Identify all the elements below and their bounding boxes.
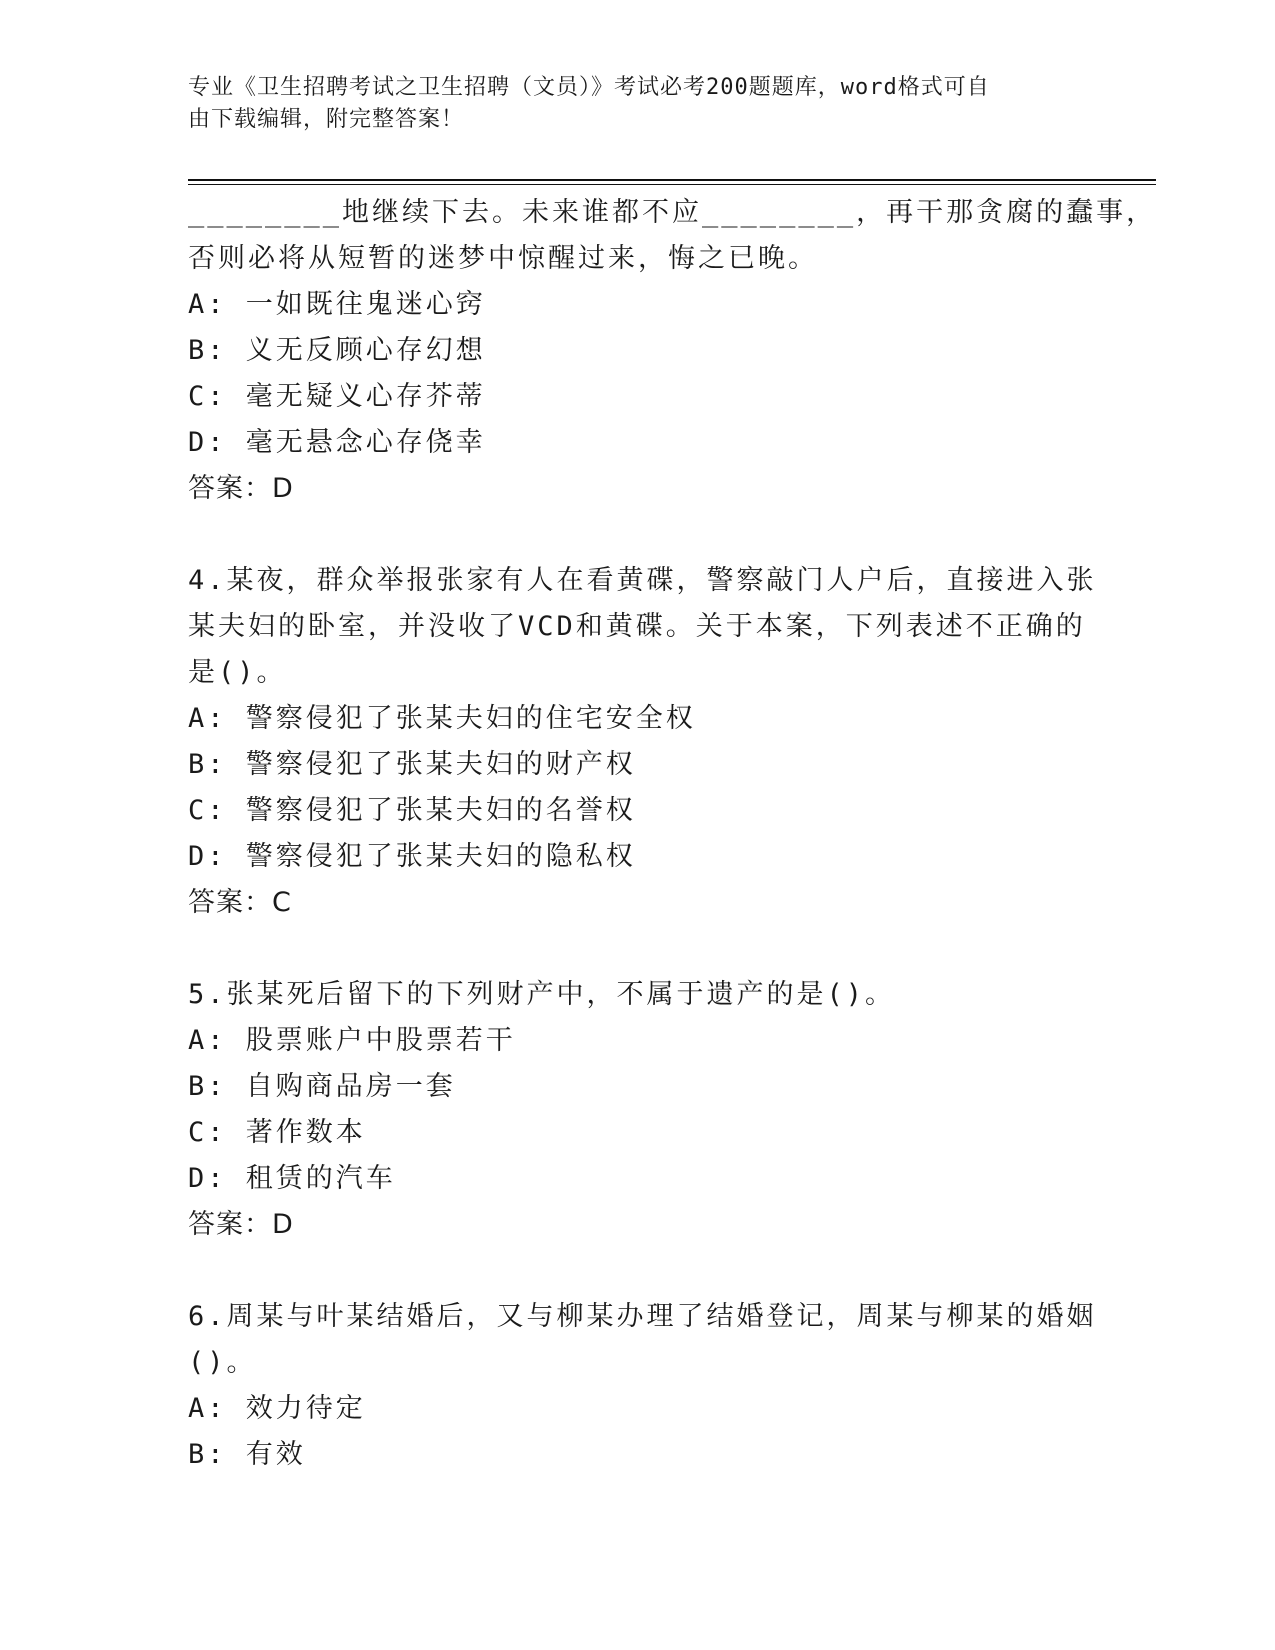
question-text-line: 是()。 <box>188 657 287 688</box>
question-text-line: ________地继续下去。未来谁都不应________，再干那贪腐的蠢事， <box>188 197 1157 228</box>
option-b: B: 义无反顾心存幻想 <box>188 335 486 366</box>
document-header <box>188 72 1068 136</box>
question-text-line: 否则必将从短暂的迷梦中惊醒过来，悔之已晚。 <box>188 243 818 274</box>
option-a: A: 一如既往鬼迷心窍 <box>188 289 486 320</box>
option-a: A: 警察侵犯了张某夫妇的住宅安全权 <box>188 703 696 734</box>
question-text-line: 4.某夜，群众举报张家有人在看黄碟，警察敲门人户后，直接进入张 <box>188 565 1097 596</box>
question-text-line: 6.周某与叶某结婚后，又与柳某办理了结婚登记，周某与柳某的婚姻 <box>188 1301 1097 1332</box>
question-text-line: 某夫妇的卧室，并没收了VCD和黄碟。关于本案，下列表述不正确的 <box>188 611 1086 642</box>
header-line-2: 由下载编辑，附完整答案！ <box>188 107 465 132</box>
header-rule-thick <box>188 179 1156 181</box>
option-a: A: 股票账户中股票若干 <box>188 1025 516 1056</box>
question-text-line: ()。 <box>188 1347 257 1378</box>
option-b: B: 自购商品房一套 <box>188 1071 456 1102</box>
option-d: D: 毫无悬念心存侥幸 <box>188 427 486 458</box>
header-line-1: 专业《卫生招聘考试之卫生招聘（文员）》考试必考200题题库，word格式可自 <box>188 75 990 100</box>
question-4 <box>188 558 1097 926</box>
question-content <box>188 190 1157 1478</box>
option-c: C: 著作数本 <box>188 1117 366 1148</box>
option-a: A: 效力待定 <box>188 1393 366 1424</box>
spacer <box>188 926 1088 972</box>
spacer <box>188 1248 1088 1294</box>
question-text-line: 5.张某死后留下的下列财产中，不属于遗产的是()。 <box>188 979 896 1010</box>
option-b: B: 警察侵犯了张某夫妇的财产权 <box>188 749 636 780</box>
option-d: D: 租赁的汽车 <box>188 1163 396 1194</box>
answer-line: 答案：C <box>188 887 292 918</box>
answer-line: 答案：D <box>188 473 294 504</box>
option-c: C: 警察侵犯了张某夫妇的名誉权 <box>188 795 636 826</box>
question-5 <box>188 972 1088 1248</box>
spacer <box>188 512 1088 558</box>
header-rule-thin <box>188 184 1156 185</box>
question-3 <box>188 190 1157 512</box>
option-d: D: 警察侵犯了张某夫妇的隐私权 <box>188 841 636 872</box>
answer-line: 答案：D <box>188 1209 294 1240</box>
question-6 <box>188 1294 1097 1478</box>
option-b: B: 有效 <box>188 1439 306 1470</box>
option-c: C: 毫无疑义心存芥蒂 <box>188 381 486 412</box>
